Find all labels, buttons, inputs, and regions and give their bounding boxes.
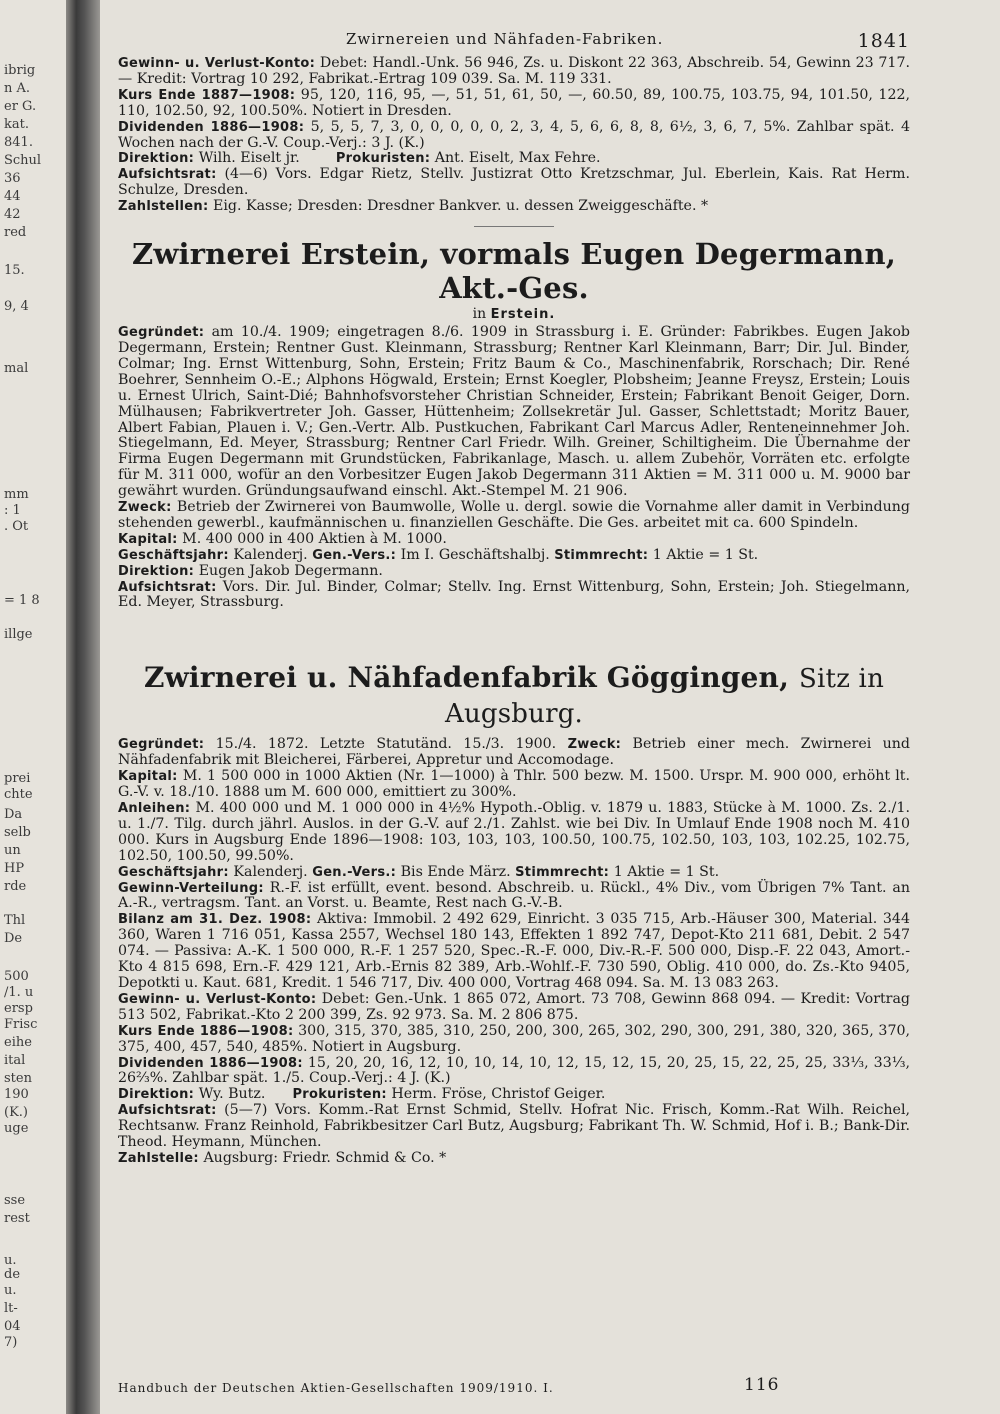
text-gewinn-verteilung: R.-F. ist erfüllt, event. besond. Abschreib. u. Rückl., 4% Div., vom Übrigen 7% Tant. an A.-R., vertragsm. Tant. an Vorst. u. Beamte, Rest nach G.-V.-B.	[118, 879, 910, 912]
gutter-fragment: rest	[4, 1211, 30, 1226]
text-kapital: M. 1 500 000 in 1000 Aktien (Nr. 1—1000) à Thlr. 500 bezw. M. 1500. Urspr. M. 900 000, erhöht lt. G.-V. v. 18./10. 1888 um M. 600 000, emittiert zu 300%.	[118, 768, 910, 801]
text-zweck: Betrieb der Zwirnerei von Baumwolle, Wolle u. dergl. sowie die Vornahme aller damit in Verbindung stehenden gewerbl., kaufmännischen u. finanziellen Geschäfte. Die Ges. arbeitet mit ca. 600 Spindeln.	[118, 499, 910, 531]
text-guv: Debet: Handl.-Unk. 56 946, Zs. u. Diskont 22 363, Abschreib. 54, Gewinn 23 717. — Kredit: Vortrag 10 292, Fabrikat.-Ertrag 109 039. Sa. M. 119 331.	[118, 55, 910, 87]
document-page	[100, 0, 1000, 1414]
label-anleihen: Anleihen:	[118, 801, 191, 816]
label-kurs: Kurs Ende 1886—1908:	[118, 1023, 294, 1039]
gutter-fragment: u.	[4, 1283, 17, 1298]
entry-erstein	[118, 237, 910, 611]
gutter-fragment: chte	[4, 787, 33, 802]
text-gen-vers: Bis Ende März.	[400, 863, 511, 880]
paragraph-gewinn-verteilung	[118, 881, 910, 913]
label-dividenden: Dividenden 1886—1908:	[118, 119, 305, 135]
firm-title-main: Zwirnerei u. Nähfadenfabrik Göggingen,	[143, 661, 790, 695]
section-divider	[474, 226, 554, 227]
paragraph-geschaeftsjahr	[118, 548, 910, 564]
gutter-fragment: Thl	[4, 913, 26, 928]
text-aufsichtsrat: (4—6) Vors. Edgar Rietz, Stellv. Justizrat Otto Kretzschmar, Jul. Eberlein, Kais. Rat Herm. Schulze, Dresden.	[118, 166, 910, 199]
label-aufsichtsrat: Aufsichtsrat:	[118, 167, 217, 183]
label-zahlstelle: Zahlstelle:	[118, 1150, 199, 1166]
running-head-title: Zwirnereien und Nähfaden-Fabriken.	[346, 30, 664, 48]
gutter-fragment: u.	[4, 1253, 17, 1268]
text-dividenden: 15, 20, 20, 16, 12, 10, 10, 14, 10, 12, 15, 12, 15, 20, 25, 15, 22, 25, 25, 33⅓, 33⅓, 26⅔%. Zahlbar spät. 1./5. Coup.-Verj.: 4 J. (K.)	[118, 1054, 910, 1087]
gutter-fragment: 9, 4	[4, 299, 29, 314]
gutter-fragment: 15.	[4, 263, 25, 278]
gutter-fragment: HP	[4, 861, 25, 876]
gutter-fragment: ersp	[4, 1001, 33, 1016]
label-guv: Gewinn- u. Verlust-Konto:	[118, 991, 317, 1007]
gutter-fragment: uge	[4, 1121, 29, 1136]
text-direktion: Wy. Butz.	[198, 1086, 266, 1103]
label-stimmrecht: Stimmrecht:	[515, 864, 610, 880]
paragraph-zahlstellen	[118, 199, 910, 215]
label-zahlstellen: Zahlstellen:	[118, 199, 209, 215]
label-zweck: Zweck:	[118, 500, 172, 516]
gutter-fragment: n A.	[4, 81, 31, 96]
text-anleihen: M. 400 000 und M. 1 000 000 in 4½% Hypoth.-Oblig. v. 1879 u. 1883, Stücke à M. 1000. Zs. 2./1. u. 1./7. Tilg. durch jährl. Auslos. in der G.-V. auf 2./1. Zahlst. wie bei Div. In Umlauf Ende 1908 noch M. 410 000. Kurs in Augsburg Ende 1896—1908: 103, 103, 103, 100.50, 100.75, 102.50, 103, 103, 102.25, 102.75, 102.50, 100.50, 99.50%.	[118, 800, 910, 864]
location-prefix: in	[472, 306, 487, 323]
label-direktion: Direktion:	[118, 1087, 195, 1103]
gutter-fragment: 04	[4, 1319, 21, 1334]
firm-title-sitz: Sitz in Augsburg.	[444, 664, 885, 730]
page-number: 1841	[857, 30, 910, 52]
gutter-fragment: er G.	[4, 99, 37, 114]
gutter-fragment: /1. u	[4, 985, 34, 1000]
text-aufsichtsrat: (5—7) Vors. Komm.-Rat Ernst Schmid, Stellv. Hofrat Nic. Frisch, Komm.-Rat Wilh. Reichel, Rechtsanw. Franz Reinhold, Fabrikbesitzer Carl Butz, Augsburg; Fabrikant Th. W. Schmid, Hof i. B.; Bank-Dir. Theod. Heymann, München.	[118, 1102, 911, 1151]
gutter-fragment: illge	[4, 627, 33, 642]
label-direktion: Direktion:	[118, 563, 195, 579]
previous-entry-continuation	[118, 56, 910, 215]
paragraph-direktion	[118, 151, 910, 167]
label-guv: Gewinn- u. Verlust-Konto:	[118, 56, 316, 71]
paragraph-zahlstelle	[118, 1151, 910, 1167]
label-gen-vers: Gen.-Vers.:	[312, 547, 397, 563]
gutter-fragment: ibrig	[4, 63, 36, 78]
gutter-fragment: selb	[4, 825, 31, 840]
footer-book-title: Handbuch der Deutschen Aktien-Gesellschaften 1909/1910. I.	[118, 1381, 554, 1395]
firm-title-erstein: Zwirnerei Erstein, vormals Eugen Degermann, Akt.-Ges.	[131, 237, 897, 306]
paragraph-aufsichtsrat	[118, 1103, 910, 1151]
book-spine-shadow	[66, 0, 100, 1414]
label-prokuristen: Prokuristen:	[292, 1087, 387, 1103]
gutter-fragment: 42	[4, 207, 21, 222]
paragraph-bilanz	[118, 912, 910, 992]
gutter-fragment: mal	[4, 361, 29, 376]
label-stimmrecht: Stimmrecht:	[554, 547, 649, 563]
entry-goeggingen	[118, 661, 910, 1166]
label-zweck: Zweck:	[567, 737, 622, 753]
paragraph-gegruendet	[118, 325, 910, 500]
gutter-fragment: 500	[4, 969, 29, 984]
gutter-fragment: (K.)	[4, 1105, 28, 1120]
footer-sheet-number: 116	[744, 1375, 780, 1395]
gutter-fragment: lt-	[4, 1301, 18, 1316]
paragraph-dividenden	[118, 1056, 910, 1088]
paragraph-guv	[118, 992, 910, 1024]
gutter-fragment: De	[4, 931, 23, 946]
label-kapital: Kapital:	[118, 531, 178, 547]
text-stimmrecht: 1 Aktie = 1 St.	[613, 863, 720, 880]
paragraph-anleihen	[118, 801, 910, 865]
label-bilanz: Bilanz am 31. Dez. 1908:	[118, 912, 312, 928]
page-content	[118, 24, 910, 1167]
label-dividenden: Dividenden 1886—1908:	[118, 1055, 303, 1071]
paragraph-dividenden	[118, 120, 910, 152]
paragraph-zweck	[118, 500, 910, 532]
paragraph-aufsichtsrat	[118, 167, 910, 199]
label-kapital: Kapital:	[118, 769, 178, 785]
text-kurs: 95, 120, 116, 95, —, 51, 51, 61, 50, —, 60.50, 89, 100.75, 103.75, 94, 101.50, 122, 110, 102.50, 92, 100.50%. Notiert in Dresden.	[118, 86, 911, 119]
gutter-fragment: = 1 8	[4, 593, 40, 608]
text-bilanz: Aktiva: Immobil. 2 492 629, Einricht. 3 035 715, Arb.-Häuser 300, Material. 344 360, Waren 1 716 051, Kassa 2557, Wechsel 180 143, Effekten 1 892 747, Depot-Kto 211 681, Debit. 2 547 074. — Passiva: A.-K. 1 500 000, R.-F. 1 257 520, Spec.-R.-F. 000, Div.-R.-F. 500 000, Disp.-F. 22 043, Amort.-Kto 4 815 698, Ern.-F. 429 121, Arb.-Ernis 82 389, Arb.-Wohlf.-F. 730 590, Oblig. 410 000, do. Zs.-Kto 9405, Depotkti u. Kaut. 681, Kredit. 1 546 717, Div. 400 000, Vortrag 468 094. Sa. M. 13 083 263.	[118, 911, 910, 991]
gutter-fragment: kat.	[4, 117, 29, 132]
location-name: Erstein.	[490, 307, 556, 323]
label-geschaeftsjahr: Geschäftsjahr:	[118, 547, 229, 563]
paragraph-guv	[118, 56, 910, 88]
gutter-fragment: : 1	[4, 503, 21, 518]
label-kurs: Kurs Ende 1887—1908:	[118, 87, 296, 103]
label-geschaeftsjahr: Geschäftsjahr:	[118, 864, 229, 880]
text-gegruendet: am 10./4. 1909; eingetragen 8./6. 1909 in Strassburg i. E. Gründer: Fabrikbes. Eugen Jakob Degermann, Erstein; Rentner Gust. Kleinmann, Strassburg; Rentner Karl Kleinmann, Barr; Dir. Jul. Binder, Colmar; Ing. Ernst Wittenburg, Sohn, Erstein; Fritz Baum & Co., Maschinenfabrik, Rorschach; Dir. René Boehrer, Sennheim O.-E.; Alphons Högwald, Erstein; Ernst Koegler, Plobsheim; Jeanne Freysz, Erstein; Louis u. Ernest Ulrich, Saint-Dié; Bahnhofsvorsteher Christian Schneider, Erstein; Fabrikant Benoit Geiger, Dorn. Mülhausen; Fabrikvertreter Joh. Gasser, Hüttenheim; Zollsekretär Jul. Gasser, Schlettstadt; Moritz Bauer, Albert Fabian, Plauen i. V.; Gen.-Vertr. Alb. Pustkuchen, Fabrikant Carl Marcus Adler, Renteneinnehmer Joh. Stiegelmann, Ed. Meyer, Strassburg; Rentner Carl Friedr. Wilh. Greiner, Schiltigheim. Die Übernahme der Firma Eugen Degermann mit Grundstücken, Fabrikanlage, Masch. u. allem Zubehör, Vorräten etc. erfolgte für M. 311 000, wofür an den Vorbesitzer Eugen Jakob Degermann 311 Aktien = M. 311 000 u. M. 9000 bar gewährt wurden. Gründungsaufwand einschl. Akt.-Stempel M. 21 906.	[118, 324, 910, 500]
paragraph-direktion	[118, 564, 910, 580]
paragraph-aufsichtsrat	[118, 580, 910, 612]
gutter-fragment: Schul	[4, 153, 42, 168]
gutter-fragment: Frisc	[4, 1017, 38, 1032]
paragraph-kurs	[118, 88, 910, 120]
gutter-fragment: 841.	[4, 135, 33, 150]
gutter-fragment: un	[4, 843, 21, 858]
label-prokuristen: Prokuristen:	[335, 151, 431, 167]
text-direktion: Eugen Jakob Degermann.	[198, 562, 383, 579]
firm-location	[118, 306, 910, 322]
text-zahlstellen: Eig. Kasse; Dresden: Dresdner Bankver. u. dessen Zweiggeschäfte. *	[212, 198, 709, 215]
gutter-fragment: 36	[4, 171, 21, 186]
paragraph-kapital	[118, 532, 910, 548]
gutter-fragment: de	[4, 1267, 21, 1282]
label-gewinn-verteilung: Gewinn-Verteilung:	[118, 880, 264, 896]
gutter-fragment: rde	[4, 879, 27, 894]
gutter-fragment: red	[4, 225, 27, 240]
text-stimmrecht: 1 Aktie = 1 St.	[652, 546, 759, 563]
text-zweck: Betrieb einer mech. Zwirnerei und Nähfadenfabrik mit Bleicherei, Färberei, Appretur und Accomodage.	[118, 736, 910, 769]
text-guv: Debet: Gen.-Unk. 1 865 072, Amort. 73 708, Gewinn 868 094. — Kredit: Vortrag 513 502, Fabrikat.-Kto 2 200 399, Zs. 92 973. Sa. M. 2 806 875.	[118, 990, 911, 1023]
text-gen-vers: Im I. Geschäftshalbj.	[400, 546, 550, 563]
text-kapital: M. 400 000 in 400 Aktien à M. 1000.	[182, 530, 447, 547]
text-zahlstelle: Augsburg: Friedr. Schmid & Co. *	[203, 1149, 447, 1166]
label-direktion: Direktion:	[118, 151, 195, 167]
text-geschaeftsjahr: Kalenderj.	[233, 546, 308, 563]
gutter-fragment: 190	[4, 1087, 29, 1102]
label-aufsichtsrat: Aufsichtsrat:	[118, 1103, 217, 1119]
firm-title-goeggingen	[118, 661, 910, 731]
paragraph-gegruendet	[118, 737, 910, 769]
paragraph-kapital	[118, 769, 910, 801]
text-kurs: 300, 315, 370, 385, 310, 250, 200, 300, 265, 302, 290, 300, 291, 380, 320, 365, 370, 375, 400, 457, 540, 485%. Notiert in Augsburg.	[118, 1022, 911, 1055]
gutter-fragment: Da	[4, 807, 23, 822]
text-prokuristen: Herm. Fröse, Christof Geiger.	[391, 1086, 606, 1103]
text-direktion: Wilh. Eiselt jr.	[198, 150, 300, 167]
text-dividenden: 5, 5, 5, 7, 3, 0, 0, 0, 0, 0, 2, 3, 4, 5, 6, 6, 8, 8, 6½, 3, 6, 7, 5%. Zahlbar spät. 4 Wochen nach der G.-V. Coup.-Verj.: 3 J. (K.)	[118, 118, 910, 151]
label-gegruendet: Gegründet:	[118, 325, 205, 341]
paragraph-geschaeftsjahr	[118, 865, 910, 881]
paragraph-kurs	[118, 1024, 910, 1056]
text-geschaeftsjahr: Kalenderj.	[233, 863, 308, 880]
gutter-fragment: ital	[4, 1053, 26, 1068]
text-gegruendet: 15./4. 1872. Letzte Statutänd. 15./3. 1900.	[215, 736, 557, 753]
gutter-fragment: eihe	[4, 1035, 32, 1050]
gutter-fragment: 7)	[4, 1335, 18, 1350]
text-prokuristen: Ant. Eiselt, Max Fehre.	[434, 150, 601, 167]
gutter-fragment: sse	[4, 1193, 26, 1208]
label-gegruendet: Gegründet:	[118, 737, 205, 753]
text-aufsichtsrat: Vors. Dir. Jul. Binder, Colmar; Stellv. Ing. Ernst Wittenburg, Sohn, Erstein; Joh. Stiegelmann, Ed. Meyer, Strassburg.	[118, 578, 911, 611]
label-aufsichtsrat: Aufsichtsrat:	[118, 579, 217, 595]
gutter-fragment: . Ot	[4, 519, 29, 534]
paragraph-direktion	[118, 1087, 910, 1103]
gutter-fragment: prei	[4, 771, 31, 786]
gutter-fragment: sten	[4, 1071, 32, 1086]
left-gutter-page-fragment	[0, 0, 66, 1414]
gutter-fragment: mm	[4, 487, 29, 502]
gutter-fragment: 44	[4, 189, 21, 204]
running-head	[118, 24, 910, 56]
label-gen-vers: Gen.-Vers.:	[312, 864, 397, 880]
